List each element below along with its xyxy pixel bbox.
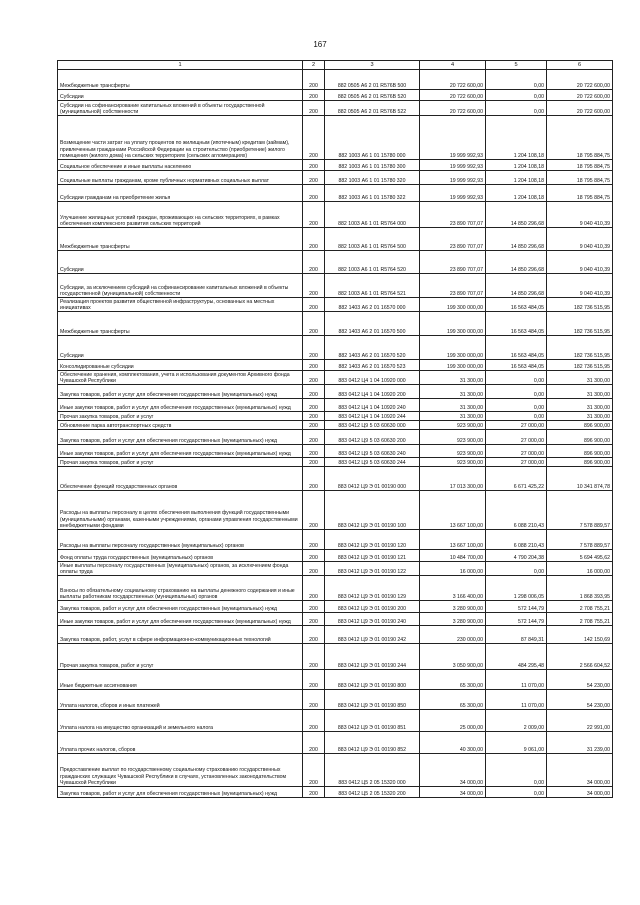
row-executed-amount: 14 850 296,68 [486,251,547,274]
row-budget-classification: 883 0412 Ц9 Э 01 00190 122 [325,562,420,576]
row-name: Уплата налогов, сборов и иных платежей [58,690,303,710]
column-header: 3 [325,61,420,70]
table-row [58,202,613,228]
row-executed-amount: 4 790 204,38 [486,550,547,562]
row-remaining-amount: 31 300,00 [547,385,613,399]
row-budget-classification: 883 0412 Ц9 Э 01 00190 129 [325,576,420,601]
row-line-code: 200 [303,116,325,160]
column-header: 6 [547,61,613,70]
row-approved-amount: 10 484 700,00 [420,550,486,562]
row-executed-amount: 6 088 210,43 [486,491,547,530]
table-row [58,445,613,458]
row-line-code: 200 [303,601,325,613]
row-executed-amount: 14 850 296,68 [486,228,547,251]
row-approved-amount: 65 300,00 [420,690,486,710]
row-remaining-amount: 896 900,00 [547,458,613,467]
row-executed-amount: 27 000,00 [486,421,547,430]
row-line-code: 200 [303,576,325,601]
row-approved-amount: 23 890 707,07 [420,202,486,228]
row-name: Уплата прочих налогов, сборов [58,732,303,754]
row-remaining-amount: 896 900,00 [547,430,613,445]
row-approved-amount: 3 166 400,00 [420,576,486,601]
row-budget-classification: 883 0412 Ц9 Э 01 00190 000 [325,467,420,491]
row-remaining-amount: 31 300,00 [547,412,613,421]
row-approved-amount: 3 280 900,00 [420,601,486,613]
row-remaining-amount: 20 722 600,00 [547,101,613,116]
row-executed-amount: 27 000,00 [486,445,547,458]
table-row [58,467,613,491]
row-remaining-amount: 10 341 874,78 [547,467,613,491]
row-line-code: 200 [303,550,325,562]
row-budget-classification: 883 0412 Ц5 2 05 15320 200 [325,787,420,798]
row-budget-classification: 882 1003 А6 1 01 15780 320 [325,171,420,185]
row-executed-amount: 11 070,00 [486,690,547,710]
row-approved-amount: 25 000,00 [420,710,486,732]
row-budget-classification: 883 0412 Ц9 Э 01 00190 800 [325,670,420,690]
row-line-code: 200 [303,160,325,171]
row-name: Реализация проектов развития общественной инфраструктуры, основанных на местных инициативах [58,298,303,312]
row-line-code: 200 [303,732,325,754]
row-executed-amount: 11 070,00 [486,670,547,690]
row-line-code: 200 [303,458,325,467]
row-executed-amount: 0,00 [486,412,547,421]
row-budget-classification: 883 0412 Ц4 1 04 10920 000 [325,371,420,385]
row-approved-amount: 65 300,00 [420,670,486,690]
row-remaining-amount: 34 000,00 [547,754,613,787]
row-budget-classification: 882 0505 А6 2 01 R576В 520 [325,90,420,101]
row-executed-amount: 0,00 [486,787,547,798]
row-line-code: 200 [303,202,325,228]
row-name: Прочая закупка товаров, работ и услуг [58,458,303,467]
row-executed-amount: 0,00 [486,90,547,101]
row-approved-amount: 20 722 600,00 [420,101,486,116]
table-row [58,298,613,312]
row-name: Прочая закупка товаров, работ и услуг [58,644,303,670]
table-row [58,251,613,274]
row-executed-amount: 16 563 484,05 [486,336,547,360]
table-row [58,690,613,710]
row-line-code: 200 [303,185,325,202]
row-line-code: 200 [303,371,325,385]
row-budget-classification: 883 0412 Ц9 Э 01 00190 242 [325,626,420,644]
row-approved-amount: 923 900,00 [420,445,486,458]
row-approved-amount: 923 900,00 [420,458,486,467]
row-executed-amount: 0,00 [486,70,547,90]
row-line-code: 200 [303,228,325,251]
row-name: Иные закупки товаров, работ и услуг для обеспечения государственных (муниципальных) нужд [58,399,303,412]
row-name: Иные бюджетные ассигнования [58,670,303,690]
row-executed-amount: 14 850 296,68 [486,202,547,228]
column-header: 4 [420,61,486,70]
row-approved-amount: 16 000,00 [420,562,486,576]
row-name: Обеспечение хранения, комплектования, учета и использования документов Архивного фонда Чувашской Республики [58,371,303,385]
row-remaining-amount: 9 040 410,39 [547,202,613,228]
row-approved-amount: 199 300 000,00 [420,298,486,312]
row-budget-classification: 883 0412 Ц9 5 03 60630 244 [325,458,420,467]
row-name: Расходы на выплаты персоналу в целях обеспечения выполнения функций государственными (муниципальными) органами, казенными учреждениями, органами управления государственными внебюджетными фондами [58,491,303,530]
row-remaining-amount: 182 736 515,95 [547,298,613,312]
row-approved-amount: 31 300,00 [420,371,486,385]
table-row [58,101,613,116]
table-row [58,312,613,336]
row-line-code: 200 [303,754,325,787]
row-name: Закупка товаров, работ и услуг для обеспечения государственных (муниципальных) нужд [58,787,303,798]
table-row [58,601,613,613]
row-executed-amount: 0,00 [486,754,547,787]
row-approved-amount: 923 900,00 [420,421,486,430]
row-approved-amount: 34 000,00 [420,787,486,798]
row-budget-classification: 882 1003 А6 1 01 15780 322 [325,185,420,202]
row-executed-amount: 27 000,00 [486,430,547,445]
row-line-code: 200 [303,644,325,670]
row-name: Закупка товаров, работ, услуг в сфере информационно-коммуникационных технологий [58,626,303,644]
page-number: 167 [313,40,327,49]
row-executed-amount: 9 061,00 [486,732,547,754]
row-executed-amount: 16 563 484,05 [486,298,547,312]
row-line-code: 200 [303,312,325,336]
row-approved-amount: 20 722 600,00 [420,90,486,101]
row-remaining-amount: 34 000,00 [547,787,613,798]
table-row [58,644,613,670]
row-budget-classification: 883 0412 Ц4 1 04 10920 240 [325,399,420,412]
row-executed-amount: 16 563 484,05 [486,312,547,336]
row-executed-amount: 572 144,79 [486,601,547,613]
row-line-code: 200 [303,445,325,458]
row-line-code: 200 [303,399,325,412]
row-approved-amount: 199 300 000,00 [420,312,486,336]
row-approved-amount: 31 300,00 [420,412,486,421]
row-line-code: 200 [303,670,325,690]
row-executed-amount: 0,00 [486,385,547,399]
row-line-code: 200 [303,421,325,430]
row-remaining-amount: 31 300,00 [547,371,613,385]
row-remaining-amount: 54 230,00 [547,690,613,710]
table-row [58,576,613,601]
row-executed-amount: 2 009,00 [486,710,547,732]
table-row [58,670,613,690]
row-remaining-amount: 7 578 889,57 [547,530,613,550]
row-remaining-amount: 18 795 884,75 [547,185,613,202]
table-row [58,371,613,385]
row-executed-amount: 484 295,48 [486,644,547,670]
row-budget-classification: 883 0412 Ц9 Э 01 00190 240 [325,613,420,626]
table-row [58,228,613,251]
table-header-row [58,61,613,70]
row-name: Субсидии [58,336,303,360]
table-row [58,626,613,644]
table-row [58,491,613,530]
row-approved-amount: 23 890 707,07 [420,228,486,251]
row-budget-classification: 882 1003 А6 1 01 R5764 000 [325,202,420,228]
row-line-code: 200 [303,274,325,298]
row-remaining-amount: 896 900,00 [547,445,613,458]
row-approved-amount: 31 300,00 [420,385,486,399]
row-budget-classification: 882 1003 А6 1 01 15780 000 [325,116,420,160]
row-approved-amount: 19 999 992,93 [420,116,486,160]
table-row [58,70,613,90]
row-approved-amount: 923 900,00 [420,430,486,445]
table-row [58,171,613,185]
table-body [58,61,613,798]
row-line-code: 200 [303,336,325,360]
row-budget-classification: 882 0505 А6 2 01 R576В 500 [325,70,420,90]
row-name: Субсидии [58,251,303,274]
table-row [58,160,613,171]
row-approved-amount: 19 999 992,93 [420,171,486,185]
table-row [58,613,613,626]
row-executed-amount: 14 850 296,68 [486,274,547,298]
row-line-code: 200 [303,491,325,530]
row-name: Фонд оплаты труда государственных (муниципальных) органов [58,550,303,562]
row-line-code: 200 [303,70,325,90]
row-remaining-amount: 5 694 495,62 [547,550,613,562]
column-header: 1 [58,61,303,70]
row-line-code: 200 [303,360,325,371]
row-executed-amount: 1 298 006,05 [486,576,547,601]
row-name: Прочая закупка товаров, работ и услуг [58,412,303,421]
row-name: Закупка товаров, работ и услуг для обеспечения государственных (муниципальных) нужд [58,601,303,613]
row-approved-amount: 23 890 707,07 [420,251,486,274]
row-name: Социальные выплаты гражданам, кроме публичных нормативных социальных выплат [58,171,303,185]
table-row [58,399,613,412]
row-name: Социальное обеспечение и иные выплаты населению [58,160,303,171]
row-name: Субсидии [58,90,303,101]
row-executed-amount: 1 204 108,18 [486,116,547,160]
row-approved-amount: 20 722 600,00 [420,70,486,90]
table-row [58,550,613,562]
row-approved-amount: 3 280 900,00 [420,613,486,626]
row-approved-amount: 40 300,00 [420,732,486,754]
table-row [58,360,613,371]
row-name: Субсидии, за исключением субсидий на софинансирование капитальных вложений в объекты государственной (муниципальной) собственности [58,274,303,298]
row-budget-classification: 883 0412 Ц9 Э 01 00190 851 [325,710,420,732]
row-approved-amount: 17 013 300,00 [420,467,486,491]
row-name: Межбюджетные трансферты [58,312,303,336]
row-executed-amount: 6 671 425,22 [486,467,547,491]
row-approved-amount: 19 999 992,93 [420,160,486,171]
row-approved-amount: 199 300 000,00 [420,360,486,371]
row-executed-amount: 1 204 108,18 [486,160,547,171]
row-executed-amount: 87 849,31 [486,626,547,644]
row-budget-classification: 882 0505 А6 2 01 R576В 522 [325,101,420,116]
row-remaining-amount: 182 736 515,95 [547,360,613,371]
row-name: Иные закупки товаров, работ и услуг для обеспечения государственных (муниципальных) нужд [58,445,303,458]
row-approved-amount: 3 050 900,00 [420,644,486,670]
row-remaining-amount: 18 795 884,75 [547,171,613,185]
row-approved-amount: 31 300,00 [420,399,486,412]
table-row [58,754,613,787]
row-budget-classification: 883 0412 Ц9 Э 01 00190 852 [325,732,420,754]
row-name: Возмещение части затрат на уплату процентов по жилищным (ипотечным) кредитам (займам), привлеченным гражданами Российской Федерации на строительство (приобретение) жилого помещения (жилого дома) на сельских территориях (сельских агломерациях) [58,116,303,160]
row-approved-amount: 13 667 100,00 [420,530,486,550]
row-remaining-amount: 31 300,00 [547,399,613,412]
row-line-code: 200 [303,101,325,116]
row-budget-classification: 882 1403 А6 2 01 16570 000 [325,298,420,312]
row-budget-classification: 883 0412 Ц5 2 05 15320 000 [325,754,420,787]
row-budget-classification: 883 0412 Ц9 5 03 60630 240 [325,445,420,458]
row-budget-classification: 883 0412 Ц4 1 04 10920 200 [325,385,420,399]
row-line-code: 200 [303,690,325,710]
column-header: 2 [303,61,325,70]
row-budget-classification: 882 1403 А6 2 01 16570 500 [325,312,420,336]
row-executed-amount: 27 000,00 [486,458,547,467]
row-executed-amount: 0,00 [486,399,547,412]
row-budget-classification: 883 0412 Ц9 Э 01 00190 244 [325,644,420,670]
row-name: Предоставление выплат по государственному социальному страхованию государственных гражданских служащих Чувашской Республики в случаях, установленных законодательством Чувашской Республики [58,754,303,787]
row-budget-classification: 882 1003 А6 1 01 R5764 500 [325,228,420,251]
row-line-code: 200 [303,385,325,399]
row-remaining-amount: 2 708 755,21 [547,613,613,626]
row-approved-amount: 19 999 992,93 [420,185,486,202]
row-remaining-amount: 1 868 393,95 [547,576,613,601]
row-name: Расходы на выплаты персоналу государственных (муниципальных) органов [58,530,303,550]
row-remaining-amount: 9 040 410,39 [547,251,613,274]
row-approved-amount: 199 300 000,00 [420,336,486,360]
row-approved-amount: 13 667 100,00 [420,491,486,530]
row-remaining-amount: 7 578 889,57 [547,491,613,530]
table-row [58,430,613,445]
table-row [58,116,613,160]
row-line-code: 200 [303,613,325,626]
row-budget-classification: 883 0412 Ц9 Э 01 00190 100 [325,491,420,530]
table-row [58,185,613,202]
row-name: Обновление парка автотранспортных средств [58,421,303,430]
row-budget-classification: 883 0412 Ц9 Э 01 00190 200 [325,601,420,613]
row-budget-classification: 882 1403 А6 2 01 16570 520 [325,336,420,360]
row-executed-amount: 0,00 [486,562,547,576]
row-budget-classification: 883 0412 Ц9 5 03 60630 000 [325,421,420,430]
row-remaining-amount: 2 566 604,52 [547,644,613,670]
row-line-code: 200 [303,530,325,550]
row-name: Субсидии на софинансирование капитальных вложений в объекты государственной (муниципальной) собственности [58,101,303,116]
row-name: Закупка товаров, работ и услуг для обеспечения государственных (муниципальных) нужд [58,385,303,399]
table-row [58,530,613,550]
row-line-code: 200 [303,171,325,185]
row-line-code: 200 [303,90,325,101]
row-remaining-amount: 9 040 410,39 [547,274,613,298]
row-remaining-amount: 142 150,69 [547,626,613,644]
row-name: Межбюджетные трансферты [58,228,303,251]
row-remaining-amount: 18 795 884,75 [547,160,613,171]
row-name: Субсидии гражданам на приобретение жилья [58,185,303,202]
row-name: Иные закупки товаров, работ и услуг для обеспечения государственных (муниципальных) нужд [58,613,303,626]
row-budget-classification: 883 0412 Ц9 Э 01 00190 120 [325,530,420,550]
row-approved-amount: 230 000,00 [420,626,486,644]
row-approved-amount: 34 000,00 [420,754,486,787]
table-row [58,385,613,399]
table-row [58,562,613,576]
budget-execution-table [57,60,613,798]
row-name: Закупка товаров, работ и услуг для обеспечения государственных (муниципальных) нужд [58,430,303,445]
row-remaining-amount: 54 230,00 [547,670,613,690]
row-name: Консолидированные субсидии [58,360,303,371]
table-row [58,274,613,298]
row-executed-amount: 0,00 [486,101,547,116]
row-budget-classification: 883 0412 Ц9 Э 01 00190 850 [325,690,420,710]
row-remaining-amount: 182 736 515,95 [547,336,613,360]
row-executed-amount: 1 204 108,18 [486,185,547,202]
table-row [58,90,613,101]
row-approved-amount: 23 890 707,07 [420,274,486,298]
table-row [58,710,613,732]
row-name: Взносы по обязательному социальному страхованию на выплаты денежного содержания и иные выплаты работникам государственных (муниципальных) органов [58,576,303,601]
row-budget-classification: 883 0412 Ц9 5 03 60630 200 [325,430,420,445]
row-name: Межбюджетные трансферты [58,70,303,90]
row-line-code: 200 [303,251,325,274]
row-name: Обеспечение функций государственных органов [58,467,303,491]
row-line-code: 200 [303,787,325,798]
table-row [58,421,613,430]
row-line-code: 200 [303,710,325,732]
row-line-code: 200 [303,412,325,421]
row-budget-classification: 882 1003 А6 1 01 R5764 520 [325,251,420,274]
row-remaining-amount: 2 708 755,21 [547,601,613,613]
row-executed-amount: 572 144,79 [486,613,547,626]
row-executed-amount: 16 563 484,05 [486,360,547,371]
row-budget-classification: 882 1003 А6 1 01 R5764 521 [325,274,420,298]
row-budget-classification: 882 1403 А6 2 01 16570 523 [325,360,420,371]
row-executed-amount: 1 204 108,18 [486,171,547,185]
row-name: Уплата налога на имущество организаций и земельного налога [58,710,303,732]
row-remaining-amount: 20 722 600,00 [547,90,613,101]
row-line-code: 200 [303,467,325,491]
row-executed-amount: 0,00 [486,371,547,385]
row-name: Улучшение жилищных условий граждан, проживающих на сельских территориях, в рамках обеспечения комплексного развития сельских территорий [58,202,303,228]
row-remaining-amount: 18 795 884,75 [547,116,613,160]
row-line-code: 200 [303,562,325,576]
table-row [58,336,613,360]
table-row [58,732,613,754]
row-remaining-amount: 896 900,00 [547,421,613,430]
row-remaining-amount: 31 239,00 [547,732,613,754]
row-budget-classification: 883 0412 Ц4 1 04 10920 244 [325,412,420,421]
table-row [58,458,613,467]
row-remaining-amount: 182 736 515,95 [547,312,613,336]
row-remaining-amount: 16 000,00 [547,562,613,576]
row-line-code: 200 [303,626,325,644]
row-remaining-amount: 9 040 410,39 [547,228,613,251]
row-line-code: 200 [303,430,325,445]
table-row [58,412,613,421]
row-remaining-amount: 20 722 600,00 [547,70,613,90]
row-budget-classification: 882 1003 А6 1 01 15780 300 [325,160,420,171]
row-name: Иные выплаты персоналу государственных (муниципальных) органов, за исключением фонда оплаты труда [58,562,303,576]
row-line-code: 200 [303,298,325,312]
row-budget-classification: 883 0412 Ц9 Э 01 00190 121 [325,550,420,562]
row-executed-amount: 6 088 210,43 [486,530,547,550]
row-remaining-amount: 22 991,00 [547,710,613,732]
table-row [58,787,613,798]
column-header: 5 [486,61,547,70]
